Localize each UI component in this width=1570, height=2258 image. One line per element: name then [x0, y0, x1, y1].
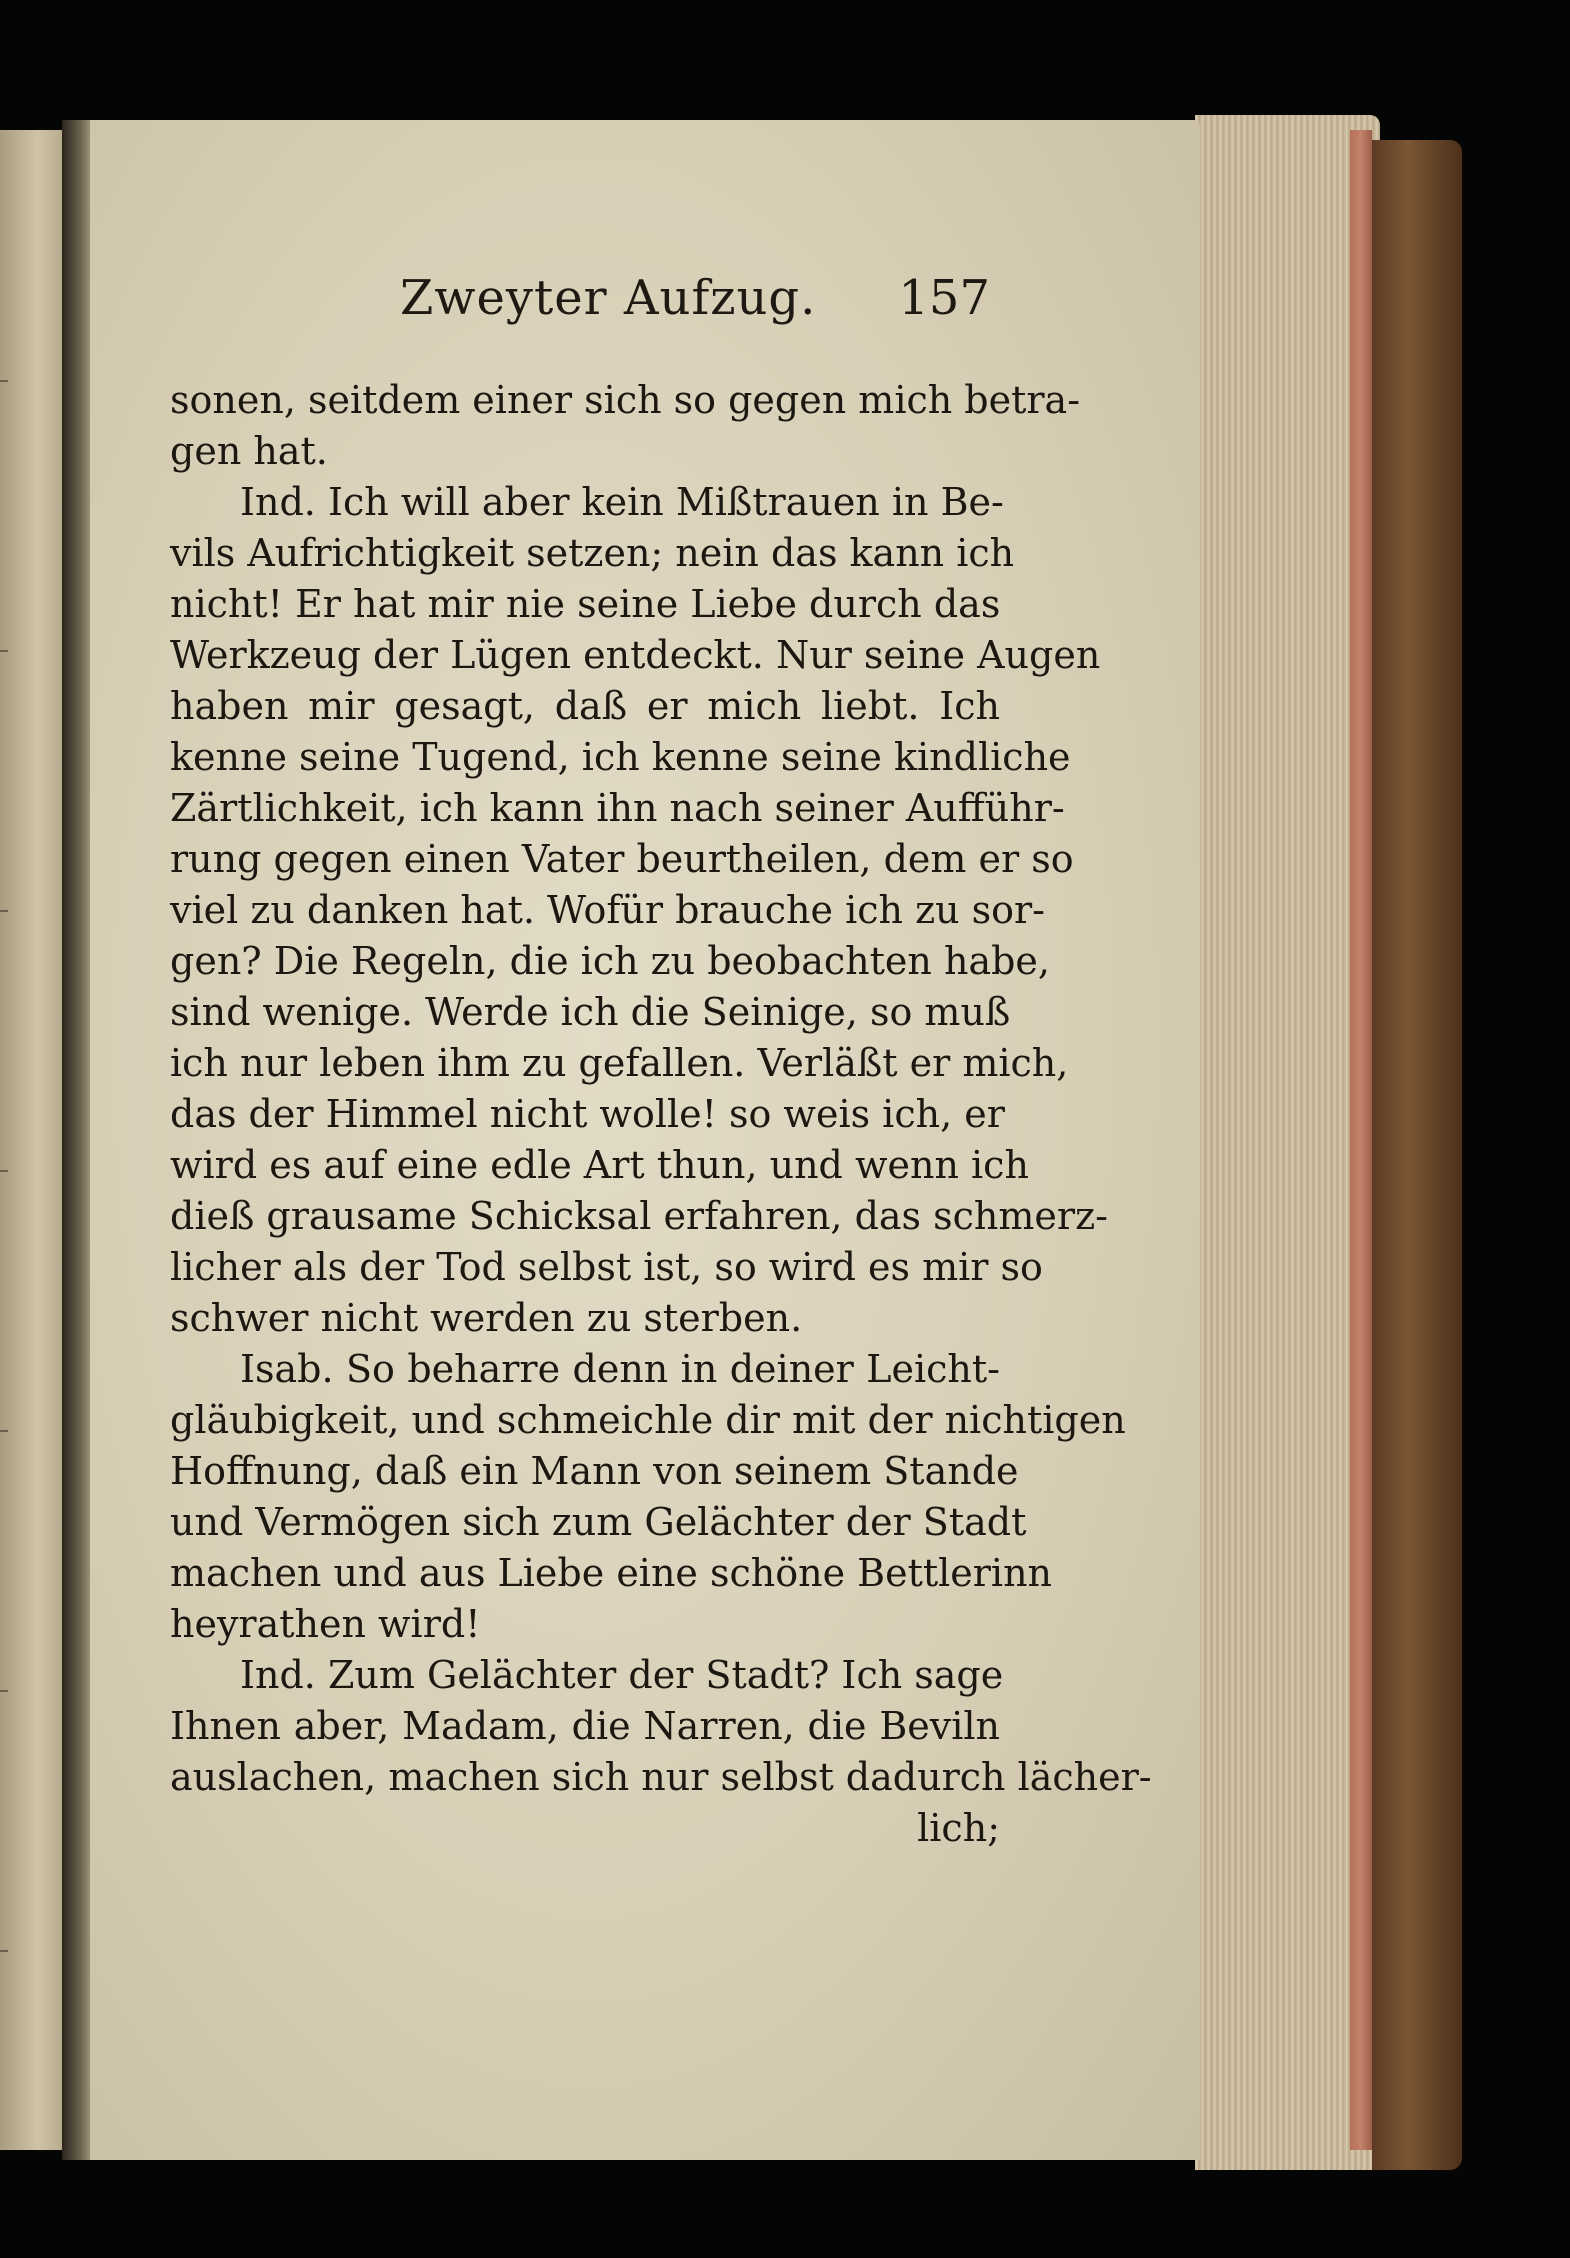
- left-page-mark: [0, 380, 8, 382]
- left-page-edge: [0, 130, 62, 2150]
- page-header: [400, 270, 1000, 350]
- text-line: ich nur leben ihm zu gefallen. Verläßt er mich,: [170, 1041, 1069, 1085]
- text-line: haben mir gesagt, daß er mich liebt. Ich: [170, 684, 1000, 728]
- running-title: Zweyter Aufzug.: [400, 270, 817, 326]
- text-line: Ind. Zum Gelächter der Stadt? Ich sage: [240, 1653, 1004, 1697]
- left-page-mark: [0, 1690, 8, 1692]
- page-body: [170, 375, 1152, 1854]
- text-line: Ihnen aber, Madam, die Narren, die Beviln: [170, 1704, 1000, 1748]
- text-line: licher als der Tod selbst ist, so wird es mir so: [170, 1245, 1043, 1289]
- text-line: sind wenige. Werde ich die Seinige, so muß: [170, 990, 1011, 1034]
- left-page-mark: [0, 1170, 8, 1172]
- left-page-mark: [0, 910, 8, 912]
- left-page-mark: [0, 1430, 8, 1432]
- text-line: lich;: [917, 1806, 1000, 1850]
- page-number: 157: [898, 270, 990, 326]
- text-line: das der Himmel nicht wolle! so weis ich, er: [170, 1092, 1005, 1136]
- book-cover: [1372, 140, 1462, 2170]
- text-line: Ind. Ich will aber kein Mißtrauen in Be-: [240, 480, 1004, 524]
- text-line: Zärtlichkeit, ich kann ihn nach seiner Aufführ-: [170, 786, 1065, 830]
- text-line: dieß grausame Schicksal erfahren, das schmerz-: [170, 1194, 1108, 1238]
- text-line: gen? Die Regeln, die ich zu beobachten habe,: [170, 939, 1050, 983]
- text-line: kenne seine Tugend, ich kenne seine kindliche: [170, 735, 1071, 779]
- left-page-mark: [0, 1950, 8, 1952]
- text-line: Hoffnung, daß ein Mann von seinem Stande: [170, 1449, 1019, 1493]
- text-line: schwer nicht werden zu sterben.: [170, 1296, 803, 1340]
- text-line: gläubigkeit, und schmeichle dir mit der nichtigen: [170, 1398, 1126, 1442]
- red-page-edge: [1350, 130, 1372, 2150]
- text-line: rung gegen einen Vater beurtheilen, dem er so: [170, 837, 1074, 881]
- text-line: und Vermögen sich zum Gelächter der Stadt: [170, 1500, 1027, 1544]
- text-line: auslachen, machen sich nur selbst dadurch lächer-: [170, 1755, 1152, 1799]
- text-line: sonen, seitdem einer sich so gegen mich betra-: [170, 378, 1081, 422]
- text-line: wird es auf eine edle Art thun, und wenn ich: [170, 1143, 1029, 1187]
- text-line: viel zu danken hat. Wofür brauche ich zu sor-: [170, 888, 1046, 932]
- left-page-mark: [0, 650, 8, 652]
- text-line: gen hat.: [170, 429, 328, 473]
- text-line: Isab. So beharre denn in deiner Leicht-: [240, 1347, 1000, 1391]
- text-line: vils Aufrichtigkeit setzen; nein das kann ich: [170, 531, 1015, 575]
- text-line: Werkzeug der Lügen entdeckt. Nur seine Augen: [170, 633, 1101, 677]
- text-line: heyrathen wird!: [170, 1602, 481, 1646]
- text-line: nicht! Er hat mir nie seine Liebe durch das: [170, 582, 1001, 626]
- text-line: machen und aus Liebe eine schöne Bettlerinn: [170, 1551, 1053, 1595]
